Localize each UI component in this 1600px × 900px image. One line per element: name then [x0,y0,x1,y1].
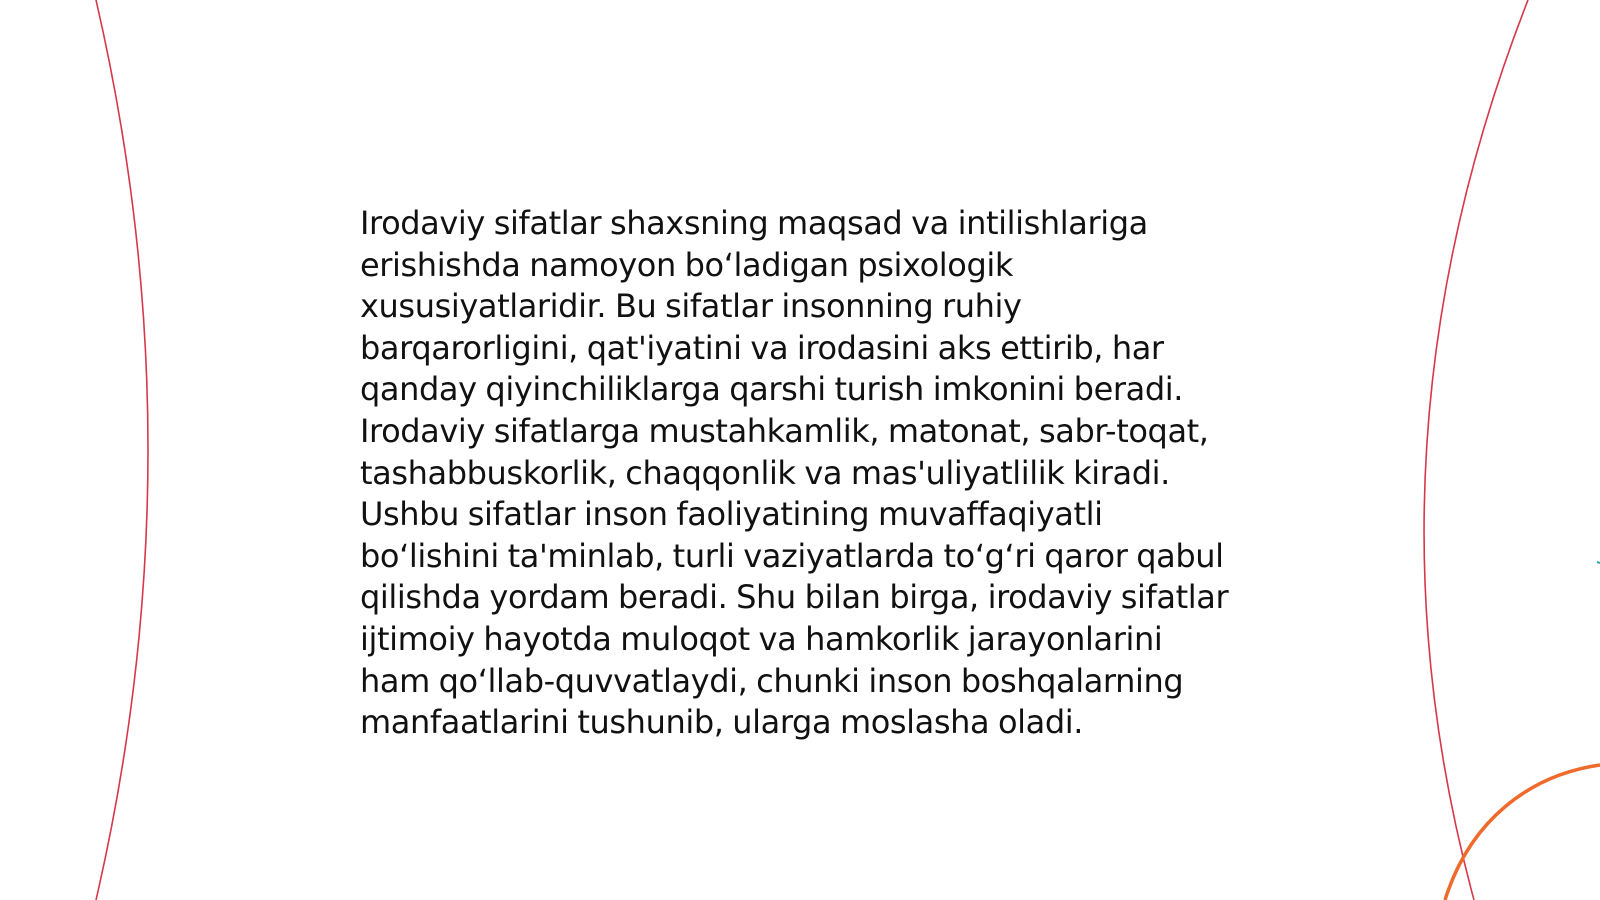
right-curve-line [1424,0,1528,900]
body-paragraph: Irodaviy sifatlar shaxsning maqsad va intilishlariga erishishda namoyon bo‘ladigan psixologik xususiyatlaridir. Bu sifatlar insonning ruhiy barqarorligini, qat'iyatini va irodasini aks ettirib, har qanday qiyinchiliklarga qarshi turish imkonini beradi. Irodaviy sifatlarga mustahkamlik, matonat, sabr-toqat, tashabbuskorlik, chaqqonlik va mas'uliyatlilik kiradi. Ushbu sifatlar inson faoliyatining muvaffaqiyatli bo‘lishini ta'minlab, turli vaziyatlarda to‘g‘ri qaror qabul qilishda yordam beradi. Shu bilan birga, irodaviy sifatlar ijtimoiy hayotda muloqot va hamkorlik jarayonlarini ham qo‘llab-quvvatlaydi, chunki inson boshqalarning manfaatlarini tushunib, ularga moslasha oladi. [360,204,1229,742]
left-curve-line [96,0,148,900]
